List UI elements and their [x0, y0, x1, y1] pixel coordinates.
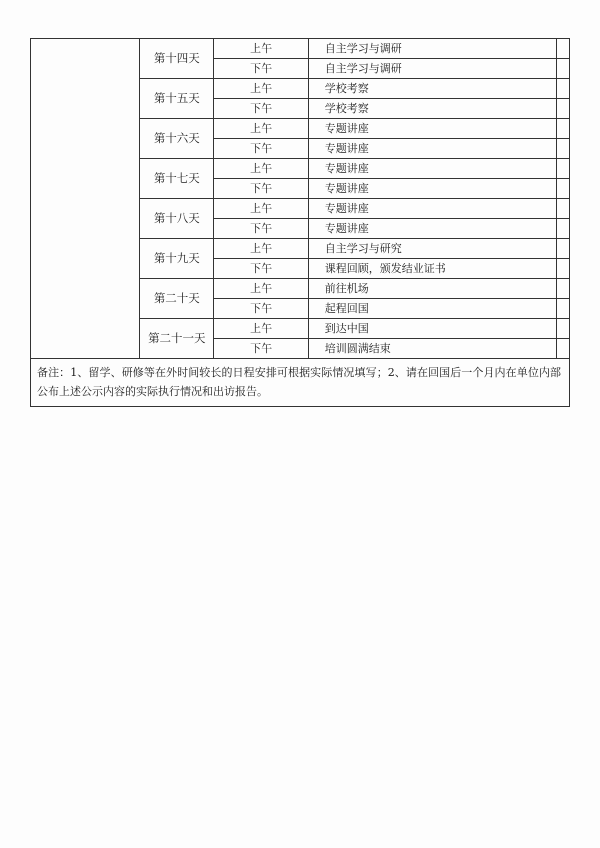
activity-pm: 起程回国 — [308, 299, 556, 319]
period-am: 上午 — [214, 279, 308, 299]
schedule-row-am — [31, 39, 570, 59]
period-am: 上午 — [214, 159, 308, 179]
period-pm: 下午 — [214, 179, 308, 199]
period-am: 上午 — [214, 119, 308, 139]
trailing-cell — [556, 179, 569, 199]
trailing-cell — [556, 139, 569, 159]
activity-am: 专题讲座 — [308, 199, 556, 219]
period-am: 上午 — [214, 79, 308, 99]
trailing-cell — [556, 299, 569, 319]
trailing-cell — [556, 199, 569, 219]
trailing-cell — [556, 119, 569, 139]
activity-pm: 培训圆满结束 — [308, 339, 556, 359]
period-pm: 下午 — [214, 339, 308, 359]
activity-am: 专题讲座 — [308, 119, 556, 139]
trailing-cell — [556, 319, 569, 339]
trailing-cell — [556, 239, 569, 259]
day-label: 第二十一天 — [140, 319, 214, 359]
period-am: 上午 — [214, 39, 308, 59]
period-pm: 下午 — [214, 299, 308, 319]
period-pm: 下午 — [214, 219, 308, 239]
trailing-cell — [556, 159, 569, 179]
day-label: 第十五天 — [140, 79, 214, 119]
trailing-cell — [556, 339, 569, 359]
period-pm: 下午 — [214, 259, 308, 279]
activity-am: 到达中国 — [308, 319, 556, 339]
activity-am: 前往机场 — [308, 279, 556, 299]
period-pm: 下午 — [214, 59, 308, 79]
remarks-note: 备注：1、留学、研修等在外时间较长的日程安排可根据实际情况填写；2、请在回国后一个月内在单位内部公布上述公示内容的实际执行情况和出访报告。 — [31, 359, 570, 407]
trailing-cell — [556, 59, 569, 79]
day-label: 第十九天 — [140, 239, 214, 279]
trailing-cell — [556, 79, 569, 99]
period-am: 上午 — [214, 199, 308, 219]
activity-pm: 专题讲座 — [308, 139, 556, 159]
activity-am: 学校考察 — [308, 79, 556, 99]
activity-pm: 自主学习与调研 — [308, 59, 556, 79]
activity-pm: 学校考察 — [308, 99, 556, 119]
day-label: 第十八天 — [140, 199, 214, 239]
trailing-cell — [556, 279, 569, 299]
day-label: 第二十天 — [140, 279, 214, 319]
day-label: 第十六天 — [140, 119, 214, 159]
period-pm: 下午 — [214, 139, 308, 159]
blank-column — [31, 39, 140, 359]
activity-pm: 课程回顾，颁发结业证书 — [308, 259, 556, 279]
period-am: 上午 — [214, 239, 308, 259]
activity-pm: 专题讲座 — [308, 179, 556, 199]
activity-am: 专题讲座 — [308, 159, 556, 179]
period-pm: 下午 — [214, 99, 308, 119]
trailing-cell — [556, 219, 569, 239]
activity-am: 自主学习与研究 — [308, 239, 556, 259]
period-am: 上午 — [214, 319, 308, 339]
activity-pm: 专题讲座 — [308, 219, 556, 239]
trailing-cell — [556, 259, 569, 279]
note-row — [31, 359, 570, 407]
trailing-cell — [556, 99, 569, 119]
day-label: 第十四天 — [140, 39, 214, 79]
trailing-cell — [556, 39, 569, 59]
activity-am: 自主学习与调研 — [308, 39, 556, 59]
schedule-table — [30, 38, 570, 407]
day-label: 第十七天 — [140, 159, 214, 199]
